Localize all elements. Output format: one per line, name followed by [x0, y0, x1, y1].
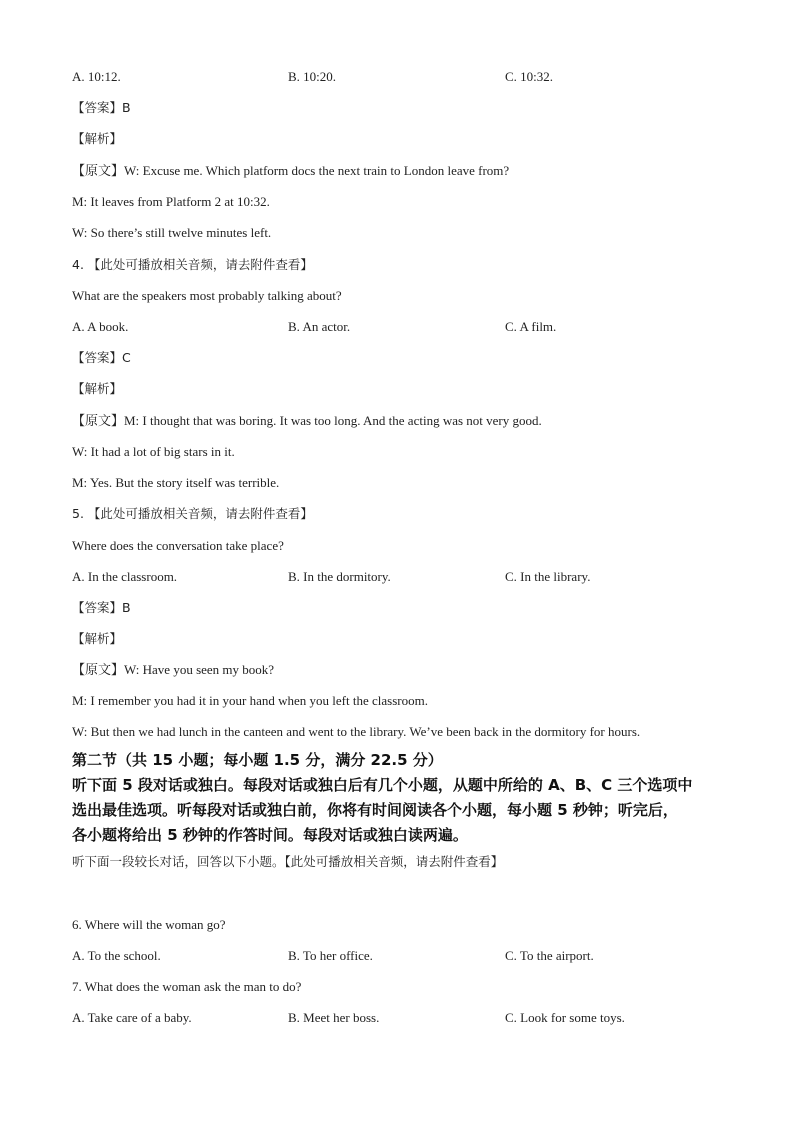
q5-question: Where does the conversation take place?: [72, 538, 284, 553]
section-instruction-line: 各小题将给出 5 秒钟的作答时间。每段对话或独白读两遍。: [72, 826, 468, 844]
q5-transcript-line: 【原文】W: Have you seen my book?: [72, 662, 275, 677]
q7-question: 7. What does the woman ask the man to do?: [72, 979, 302, 994]
q3-option-b: B. 10:20.: [288, 69, 337, 84]
q5-transcript-line: W: But then we had lunch in the canteen and went to the library. We’ve been back in the dormitory for hours.: [72, 724, 641, 739]
q4-question: What are the speakers most probably talking about?: [72, 288, 342, 303]
q4-option-c: C. A film.: [505, 319, 557, 334]
section-title: 第二节（共 15 小题；每小题 1.5 分，满分 22.5 分）: [72, 751, 443, 769]
q7-option-c: C. Look for some toys.: [505, 1010, 625, 1025]
q5-answer: 【答案】B: [72, 600, 131, 615]
q5-transcript-line: M: I remember you had it in your hand when you left the classroom.: [72, 693, 428, 708]
q6-option-b: B. To her office.: [288, 948, 373, 963]
q4-transcript-line: M: Yes. But the story itself was terrible.: [72, 475, 280, 490]
q4-transcript-line: 【原文】M: I thought that was boring. It was too long. And the acting was not very good.: [72, 413, 542, 428]
q5-option-c: C. In the library.: [505, 569, 591, 584]
q5-header: 5. 【此处可播放相关音频，请去附件查看】: [72, 506, 313, 521]
q3-transcript-line: W: So there’s still twelve minutes left.: [72, 225, 272, 240]
q3-option-a: A. 10:12.: [72, 69, 121, 84]
section-instruction-line: 选出最佳选项。听每段对话或独白前，你将有时间阅读各个小题，每小题 5 秒钟；听完后，: [72, 801, 678, 819]
q3-transcript-line: 【原文】W: Excuse me. Which platform docs the next train to London leave from?: [72, 163, 510, 178]
q5-analysis: 【解析】: [72, 631, 123, 646]
audio-prompt: 听下面一段较长对话，回答以下小题。【此处可播放相关音频，请去附件查看】: [72, 854, 504, 869]
q5-option-b: B. In the dormitory.: [288, 569, 391, 584]
q3-transcript-line: M: It leaves from Platform 2 at 10:32.: [72, 194, 270, 209]
q4-option-a: A. A book.: [72, 319, 129, 334]
q3-analysis: 【解析】: [72, 131, 123, 146]
q4-analysis: 【解析】: [72, 381, 123, 396]
q4-transcript-line: W: It had a lot of big stars in it.: [72, 444, 235, 459]
q3-option-c: C. 10:32.: [505, 69, 554, 84]
q3-answer: 【答案】B: [72, 100, 131, 115]
q7-option-b: B. Meet her boss.: [288, 1010, 380, 1025]
section-instruction-line: 听下面 5 段对话或独白。每段对话或独白后有几个小题，从题中所给的 A、B、C 三个选项中: [72, 776, 693, 794]
q6-question: 6. Where will the woman go?: [72, 917, 226, 932]
q4-answer: 【答案】C: [72, 350, 131, 365]
q4-header: 4. 【此处可播放相关音频，请去附件查看】: [72, 257, 313, 272]
q5-option-a: A. In the classroom.: [72, 569, 178, 584]
q7-option-a: A. Take care of a baby.: [72, 1010, 192, 1025]
q6-option-a: A. To the school.: [72, 948, 161, 963]
q6-option-c: C. To the airport.: [505, 948, 594, 963]
q4-option-b: B. An actor.: [288, 319, 351, 334]
